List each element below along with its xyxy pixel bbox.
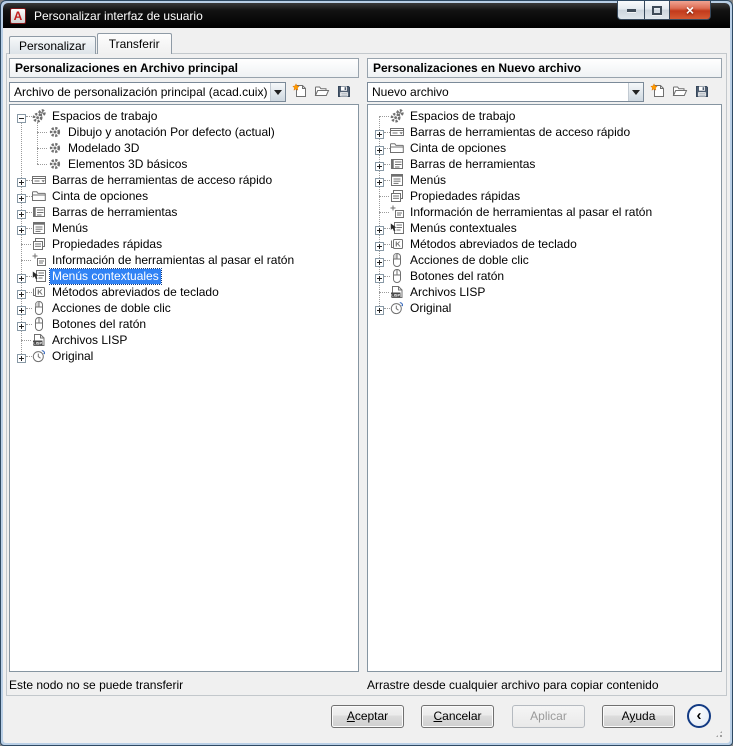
main-file-treebox: [9, 104, 359, 672]
combo-dropdown-icon[interactable]: [628, 83, 643, 101]
keyboard-shortcut-icon: [389, 236, 405, 252]
tree-item-label[interactable]: Barras de herramientas de acceso rápido: [52, 173, 273, 187]
quick-properties-icon: [31, 236, 47, 252]
save-icon: [694, 83, 710, 102]
tree-item[interactable]: [10, 188, 358, 204]
combo-dropdown-icon[interactable]: [270, 83, 285, 101]
svg-text:LISP: LISP: [391, 292, 401, 298]
new-panel-header: Personalizaciones en Nuevo archivo: [367, 58, 722, 78]
tree-item-label[interactable]: Original: [410, 301, 452, 315]
tree-item-label[interactable]: Menús contextuales: [410, 221, 517, 235]
tree-item[interactable]: [10, 348, 358, 364]
expander-plus-icon[interactable]: [375, 176, 384, 185]
resize-grip[interactable]: [714, 729, 724, 739]
tree-item[interactable]: [10, 316, 358, 332]
open-folder-icon: [314, 83, 330, 102]
tree-item-label[interactable]: Menús: [52, 221, 89, 235]
tree-item-label[interactable]: Menús contextuales: [52, 269, 159, 283]
tree-item-label[interactable]: Propiedades rápidas: [410, 189, 521, 203]
original-clock-icon: [389, 300, 405, 316]
main-file-panel: [9, 58, 359, 672]
tree-item-label[interactable]: Modelado 3D: [68, 141, 140, 155]
tree-item-label[interactable]: Cinta de opciones: [52, 189, 149, 203]
tree-item[interactable]: [368, 236, 721, 252]
save-icon: [336, 83, 352, 102]
tree-item[interactable]: [10, 108, 358, 124]
expander-plus-icon[interactable]: [375, 144, 384, 153]
rollover-tooltip-icon: [389, 204, 405, 220]
minimize-icon: [627, 9, 636, 12]
tree-item-label[interactable]: Acciones de doble clic: [52, 301, 171, 315]
maximize-button[interactable]: [644, 1, 670, 20]
menu-icon: [389, 172, 405, 188]
expander-plus-icon[interactable]: [375, 272, 384, 281]
tree-item[interactable]: [368, 108, 721, 124]
ribbon-icon: [31, 188, 47, 204]
ribbon-icon: [389, 140, 405, 156]
expander-plus-icon[interactable]: [17, 272, 26, 281]
open-file-button[interactable]: [313, 83, 331, 101]
tree-item[interactable]: [10, 124, 358, 140]
expander-plus-icon[interactable]: [17, 304, 26, 313]
toolbar-icon: [389, 156, 405, 172]
expander-plus-icon[interactable]: [17, 224, 26, 233]
workspaces-gears-icon: [389, 108, 405, 124]
workspaces-gears-icon: [31, 108, 47, 124]
aceptar-button[interactable]: Aceptar: [331, 705, 404, 728]
mouse-button-icon: [31, 316, 47, 332]
expander-plus-icon[interactable]: [375, 240, 384, 249]
keyboard-shortcut-icon: [31, 284, 47, 300]
tree-item-label[interactable]: Espacios de trabajo: [410, 109, 516, 123]
svg-text:K: K: [395, 239, 401, 249]
tree-item-label[interactable]: Archivos LISP: [52, 333, 128, 347]
tree-item[interactable]: [368, 204, 721, 220]
expander-plus-icon[interactable]: [375, 304, 384, 313]
tree-item[interactable]: [368, 124, 721, 140]
new-file-panel: [367, 58, 722, 672]
rollover-tooltip-icon: [31, 252, 47, 268]
ayuda-button[interactable]: Ayuda: [602, 705, 675, 728]
new-file-button[interactable]: [291, 83, 309, 101]
tree-item-label[interactable]: Barras de herramientas: [410, 157, 536, 171]
new-file-icon: [650, 83, 666, 102]
workspace-gear-icon: [47, 124, 63, 140]
expander-plus-icon[interactable]: [17, 352, 26, 361]
expander-plus-icon[interactable]: [17, 320, 26, 329]
tree-item[interactable]: [10, 236, 358, 252]
main-file-combobox[interactable]: [9, 82, 286, 102]
tree-item[interactable]: [10, 172, 358, 188]
workspace-gear-icon: [47, 156, 63, 172]
save-file-button[interactable]: [693, 83, 711, 101]
new-file-treebox: [367, 104, 722, 672]
expander-plus-icon[interactable]: [375, 224, 384, 233]
expander-plus-icon[interactable]: [375, 256, 384, 265]
main-file-combobox-value: Archivo de personalización principal (acad.cuix): [14, 85, 268, 99]
tree-item[interactable]: [10, 332, 358, 348]
tab-strip: [9, 33, 173, 54]
right-status-text: Arrastre desde cualquier archivo para copiar contenido: [367, 678, 659, 692]
tree-item-label[interactable]: Métodos abreviados de teclado: [410, 237, 577, 251]
tree-item-label[interactable]: Barras de herramientas: [52, 205, 178, 219]
tree-item-label[interactable]: Botones del ratón: [52, 317, 147, 331]
quick-access-toolbar-icon: [389, 124, 405, 140]
menu-icon: [31, 220, 47, 236]
new-file-combobox-value: Nuevo archivo: [372, 85, 449, 99]
expander-minus-icon[interactable]: [17, 112, 26, 121]
dialog-body: [3, 28, 730, 743]
tree-item[interactable]: [10, 252, 358, 268]
expander-plus-icon[interactable]: [17, 208, 26, 217]
tree-item-label[interactable]: Métodos abreviados de teclado: [52, 285, 219, 299]
double-click-icon: [389, 252, 405, 268]
maximize-icon: [652, 6, 662, 15]
tree-item-label[interactable]: Espacios de trabajo: [52, 109, 158, 123]
save-file-button[interactable]: [335, 83, 353, 101]
open-folder-icon: [672, 83, 688, 102]
tree-item-label[interactable]: Botones del ratón: [410, 269, 505, 283]
toolbar-icon: [31, 204, 47, 220]
svg-text:LISP: LISP: [33, 340, 43, 346]
minimize-button[interactable]: [617, 1, 645, 20]
tree-item-label[interactable]: Acciones de doble clic: [410, 253, 529, 267]
tree-item[interactable]: [10, 220, 358, 236]
workspace-gear-icon: [47, 140, 63, 156]
tab-personalizar[interactable]: Personalizar: [9, 36, 96, 54]
new-file-button[interactable]: [649, 83, 667, 101]
tree-item-label[interactable]: Cinta de opciones: [410, 141, 507, 155]
mouse-button-icon: [389, 268, 405, 284]
expander-plus-icon[interactable]: [17, 288, 26, 297]
aplicar-button: Aplicar: [512, 705, 585, 728]
new-file-icon: [292, 83, 308, 102]
tree-item-label[interactable]: Propiedades rápidas: [52, 237, 163, 251]
tree-item[interactable]: [10, 156, 358, 172]
context-menu-icon: [31, 268, 47, 284]
close-icon: ×: [685, 1, 695, 18]
cancelar-button[interactable]: Cancelar: [421, 705, 494, 728]
tree-item[interactable]: [368, 156, 721, 172]
tree-item-label[interactable]: Menús: [410, 173, 447, 187]
tree-item[interactable]: [10, 284, 358, 300]
expander-plus-icon[interactable]: [17, 192, 26, 201]
main-file-tree: [10, 105, 358, 671]
tree-item[interactable]: [368, 140, 721, 156]
tree-item-label[interactable]: Original: [52, 349, 94, 363]
new-file-combobox[interactable]: [367, 82, 644, 102]
lisp-file-icon: [389, 284, 405, 300]
svg-text:K: K: [37, 287, 43, 297]
tree-item-label[interactable]: Elementos 3D básicos: [68, 157, 188, 171]
tree-item[interactable]: [368, 300, 721, 316]
tree-item-label[interactable]: Dibujo y anotación Por defecto (actual): [68, 125, 275, 139]
tree-item[interactable]: [368, 188, 721, 204]
tree-item[interactable]: [368, 172, 721, 188]
chevron-left-icon: ‹: [696, 707, 702, 724]
close-button[interactable]: [669, 1, 711, 20]
tree-item[interactable]: [368, 268, 721, 284]
tree-item-label[interactable]: Información de herramientas al pasar el ratón: [410, 205, 653, 219]
lisp-file-icon: [31, 332, 47, 348]
tree-item-label[interactable]: Información de herramientas al pasar el ratón: [52, 253, 295, 267]
new-file-tree: [368, 105, 721, 671]
quick-access-toolbar-icon: [31, 172, 47, 188]
expander-plus-icon[interactable]: [375, 160, 384, 169]
main-panel-header: Personalizaciones en Archivo principal: [9, 58, 359, 78]
tab-transferir[interactable]: Transferir: [97, 33, 172, 54]
context-menu-icon: [389, 220, 405, 236]
tree-item-label[interactable]: Barras de herramientas de acceso rápido: [410, 125, 631, 139]
expander-plus-icon[interactable]: [375, 128, 384, 137]
tree-item[interactable]: [10, 140, 358, 156]
quick-properties-icon: [389, 188, 405, 204]
window-controls: [618, 1, 711, 20]
original-clock-icon: [31, 348, 47, 364]
window-title: Personalizar interfaz de usuario: [34, 8, 203, 23]
tree-item[interactable]: [368, 220, 721, 236]
tree-item[interactable]: [10, 204, 358, 220]
tree-item[interactable]: [368, 284, 721, 300]
tree-item-label[interactable]: Archivos LISP: [410, 285, 486, 299]
autocad-logo-icon: A: [10, 8, 26, 24]
collapse-dialog-button[interactable]: [687, 704, 711, 728]
tree-item[interactable]: [368, 252, 721, 268]
double-click-icon: [31, 300, 47, 316]
transfer-tab-page: [6, 53, 727, 696]
tree-item[interactable]: [10, 268, 358, 284]
left-status-text: Este nodo no se puede transferir: [9, 678, 184, 692]
open-file-button[interactable]: [671, 83, 689, 101]
tree-item[interactable]: [10, 300, 358, 316]
expander-plus-icon[interactable]: [17, 176, 26, 185]
